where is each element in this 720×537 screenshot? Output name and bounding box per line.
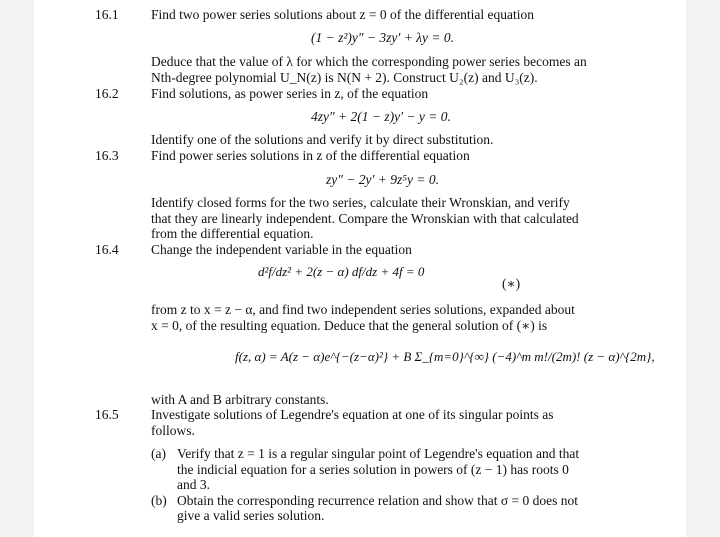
problem-text: Investigate solutions of Legendre's equation at one of its singular points as [151,407,554,422]
problem-number: 16.4 [95,242,119,257]
part-text: and 3. [177,477,210,492]
part-text: Obtain the corresponding recurrence relation and show that σ = 0 does not [177,493,579,508]
problem-text: Find power series solutions in z of the differential equation [151,148,470,163]
equation: d²f/dz² + 2(z − α) df/dz + 4f = 0 [258,264,425,279]
part-text: the indicial equation for a series solution in powers of (z − 1) has roots 0 [177,462,569,477]
problem-number: 16.5 [95,407,119,422]
problem-text: Deduce that the value of λ for which the corresponding power series becomes an [151,54,587,69]
problem-text: that they are linearly independent. Compare the Wronskian with that calculated [151,211,579,226]
problem-text: with A and B arbitrary constants. [151,392,329,407]
problem-text: Identify closed forms for the two series, calculate their Wronskian, and verify [151,195,570,210]
problem-text: x = 0, of the resulting equation. Deduce that the general solution of (∗) is [151,318,548,333]
problem-text: Change the independent variable in the equation [151,242,412,257]
equation: (1 − z²)y″ − 3zy′ + λy = 0. [311,30,455,45]
part-text: Verify that z = 1 is a regular singular point of Legendre's equation and that [177,446,580,461]
problem-number: 16.3 [95,148,119,163]
equation-tag: (∗) [502,276,521,291]
problem-number: 16.1 [95,7,119,22]
problem-text: Identify one of the solutions and verify it by direct substitution. [151,132,494,147]
part-label: (b) [151,493,167,508]
problem-number: 16.2 [95,86,119,101]
problem-text: from z to x = z − α, and find two independent series solutions, expanded about [151,302,575,317]
solution-equation: f(z, α) = A(z − α)e^{−(z−α)²} + B Σ_{m=0}^{∞} (−4)^m m!/(2m)! (z − α)^{2m}, [235,349,655,364]
problem-text: Find two power series solutions about z = 0 of the differential equation [151,7,535,22]
equation: zy″ − 2y′ + 9z⁵y = 0. [326,172,439,187]
part-text: give a valid series solution. [177,508,325,523]
problem-text: Find solutions, as power series in z, of the equation [151,86,429,101]
part-label: (a) [151,446,166,461]
problem-text: Nth-degree polynomial U_N(z) is N(N + 2). Construct U₂(z) and U₃(z). [151,70,538,85]
problem-text: follows. [151,423,195,438]
equation: 4zy″ + 2(1 − z)y′ − y = 0. [311,109,451,124]
problem-text: from the differential equation. [151,226,314,241]
